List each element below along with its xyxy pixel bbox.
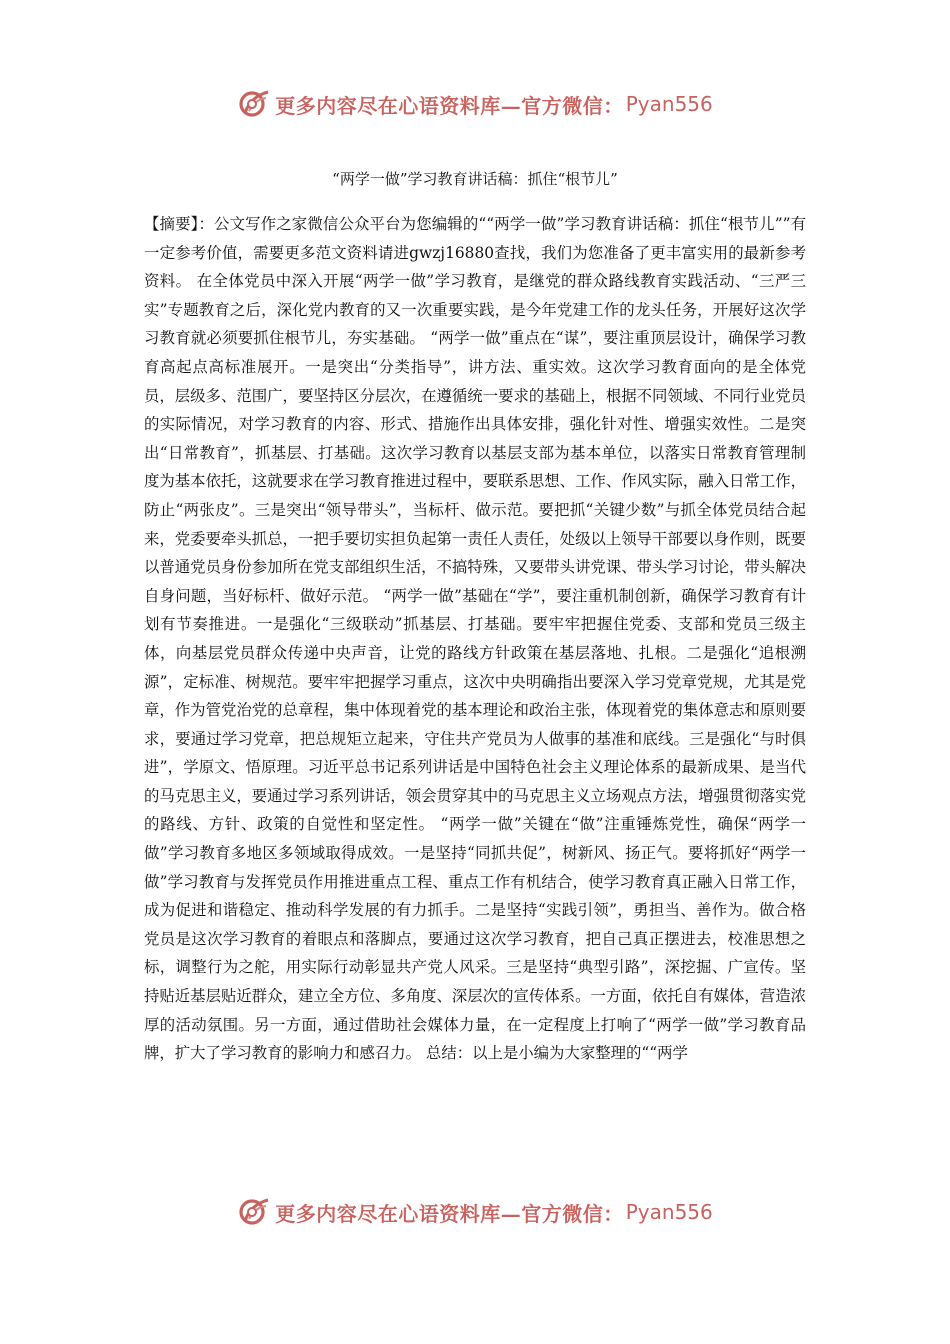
swirl-logo-icon [237,1195,271,1229]
header-banner-handle: Pyan556 [625,92,713,116]
swirl-logo-icon [237,87,271,121]
footer-banner-text: 更多内容尽在心语资料库—官方微信： [275,1201,624,1226]
document-title: “两学一做”学习教育讲话稿：抓住“根节儿” [332,170,618,188]
footer-banner [0,1192,950,1232]
header-banner [0,84,950,124]
document-body: 【摘要】：公文写作之家微信公众平台为您编辑的““两学一做”学习教育讲话稿：抓住“根节儿””有一定参考价值，需要更多范文资料请进gwzj16880查找，我们为您准备了更丰富实用的最新参考资料。 在全体党员中深入开展“两学一做”学习教育，是继党的群众路线教育实践活动、“三严三实”专题教育之后，深化党内教育的又一次重要实践，是今年党建工作的龙头任务，开展好这次学习教育就必须要抓住根节儿，夯实基础。 “两学一做”重点在“谋”，要注重顶层设计，确保学习教育高起点高标准展开。一是突出“分类指导”，讲方法、重实效。这次学习教育面向的是全体党员，层级多、范围广，要坚持区分层次，在遵循统一要求的基础上，根据不同领域、不同行业党员的实际情况，对学习教育的内容、形式、措施作出具体安排，强化针对性、增强实效性。二是突出“日常教育”，抓基层、打基础。这次学习教育以基层支部为基本单位，以落实日常教育管理制度为基本依托，这就要求在学习教育推进过程中，要联系思想、工作、作风实际，融入日常工作，防止“两张皮”。三是突出“领导带头”，当标杆、做示范。要把抓“关键少数”与抓全体党员结合起来，党委要牵头抓总，一把手要切实担负起第一责任人责任，处级以上领导干部要以身作则，既要以普通党员身份参加所在党支部组织生活，不搞特殊，又要带头讲党课、带头学习讨论，带头解决自身问题，当好标杆、做好示范。 “两学一做”基础在“学”，要注重机制创新，确保学习教育有计划有节奏推进。一是强化“三级联动”抓基层、打基础。要牢牢把握住党委、支部和党员三级主体，向基层党员群众传递中央声音，让党的路线方针政策在基层落地、扎根。二是强化“追根溯源”，定标准、树规范。要牢牢把握学习重点，这次中央明确指出要深入学习党章党规，尤其是党章，作为管党治党的总章程，集中体现着党的基本理论和政治主张，体现着党的集体意志和原则要求，要通过学习党章，把总规矩立起来，守住共产党员为人做事的基准和底线。三是强化“与时俱进”，学原文、悟原理。习近平总书记系列讲话是中国特色社会主义理论体系的最新成果、是当代的马克思主义，要通过学习系列讲话，领会贯穿其中的马克思主义立场观点方法，增强贯彻落实党的路线、方针、政策的自觉性和坚定性。 “两学一做”关键在“做”注重锤炼党性，确保“两学一做”学习教育多地区多领域取得成效。一是坚持“同抓共促”，树新风、扬正气。要将抓好“两学一做”学习教育与发挥党员作用推进重点工程、重点工作有机结合，使学习教育真正融入日常工作，成为促进和谐稳定、推动科学发展的有力抓手。二是坚持“实践引领”，勇担当、善作为。做合格党员是这次学习教育的着眼点和落脚点，要通过这次学习教育，把自己真正摆进去，校准思想之标，调整行为之舵，用实际行动彰显共产党人风采。三是坚持“典型引路”，深挖掘、广宣传。坚持贴近基层贴近群众，建立全方位、多角度、深层次的宣传体系。一方面，依托自有媒体，营造浓厚的活动氛围。另一方面，通过借助社会媒体力量，在一定程度上打响了“两学一做”学习教育品牌，扩大了学习教育的影响力和感召力。 总结：以上是小编为大家整理的““两学 [144,215,806,1063]
footer-banner-handle: Pyan556 [625,1200,713,1224]
header-banner-text: 更多内容尽在心语资料库—官方微信： [275,93,624,118]
